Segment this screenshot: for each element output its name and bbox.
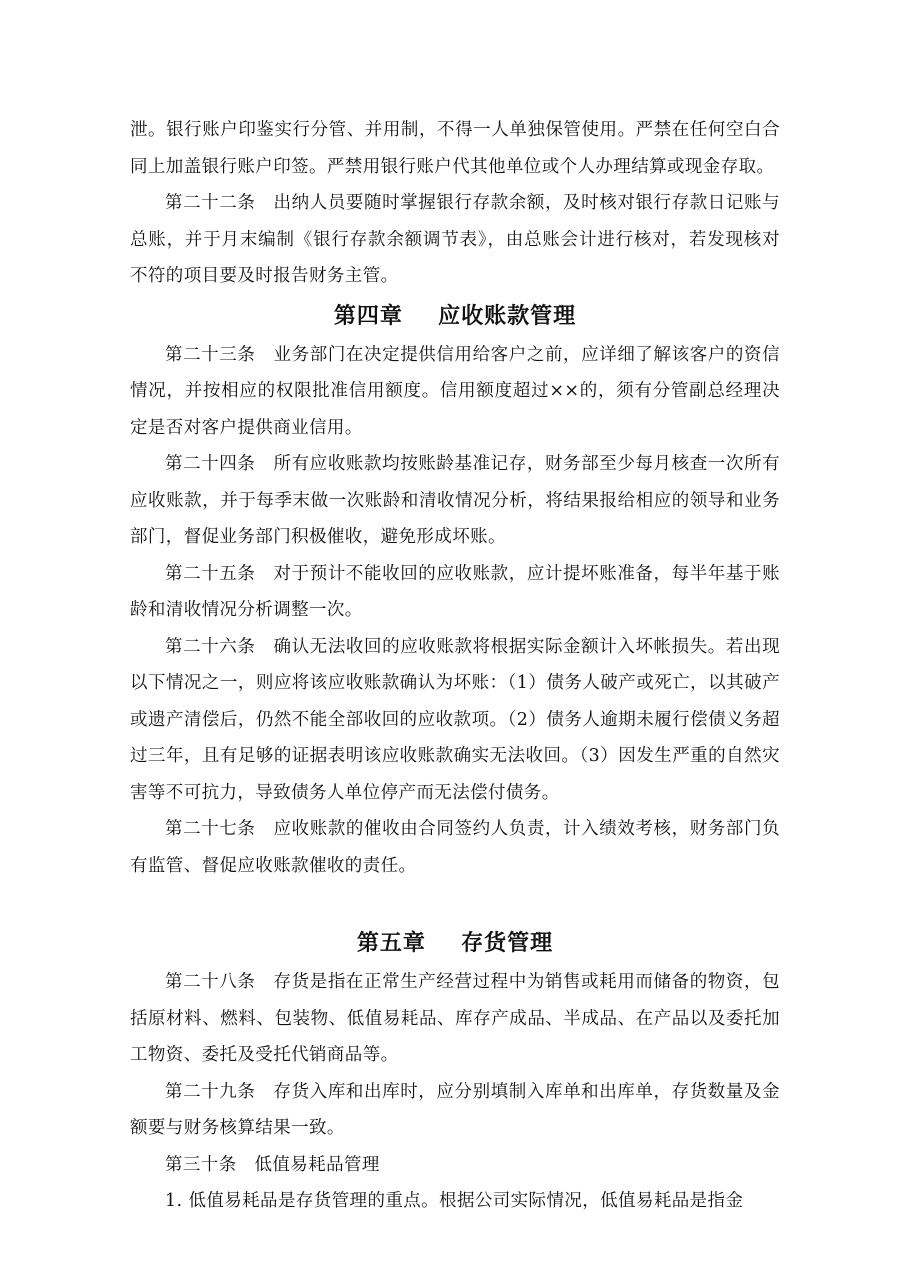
article-27: 第二十七条 应收账款的催收由合同签约人负责，计入绩效考核，财务部门负有监管、督促应收账款催收的责任。 bbox=[130, 819, 780, 876]
article-30-item-1: 1. 低值易耗品是存货管理的重点。根据公司实际情况，低值易耗品是指金 bbox=[165, 1191, 744, 1211]
chapter-4-number: 第四章 bbox=[333, 303, 403, 329]
chapter-5-number: 第五章 bbox=[356, 931, 426, 956]
chapter-5-title: 存货管理 bbox=[461, 931, 554, 956]
chapter-4-heading bbox=[130, 299, 780, 335]
article-26: 第二十六条 确认无法收回的应收账款将根据实际金额计入坏帐损失。若出现以下情况之一，则应将该应收账款确认为坏账：（1）债务人破产或死亡，以其破产或遗产清偿后，仍然不能全部收回的应收款项。（2）债务人逾期未履行偿债义务超过三年，且有足够的证据表明该应收账款确实无法收回。（3）因发生严重的自然灾害等不可抗力，导致债务人单位停产而无法偿付债务。 bbox=[130, 636, 780, 803]
article-25: 第二十五条 对于预计不能收回的应收账款，应计提坏账准备，每半年基于账龄和清收情况分析调整一次。 bbox=[130, 563, 780, 620]
chapter-4-title: 应收账款管理 bbox=[438, 303, 577, 329]
article-30: 第三十条 低值易耗品管理 bbox=[165, 1154, 380, 1175]
chapter-5-heading bbox=[130, 926, 780, 962]
article-29: 第二十九条 存货入库和出库时，应分别填制入库单和出库单，存货数量及金额要与财务核算结果一致。 bbox=[130, 1081, 780, 1138]
chapter-spacer bbox=[130, 884, 780, 922]
article-28: 第二十八条 存货是指在正常生产经营过程中为销售或耗用而储备的物资，包括原材料、燃料、包装物、低值易耗品、库存产成品、半成品、在产品以及委托加工物资、委托及受托代销商品等。 bbox=[130, 972, 780, 1065]
document-page bbox=[130, 112, 780, 1220]
article-22: 第二十二条 出纳人员要随时掌握银行存款余额，及时核对银行存款日记账与总账，并于月末编制《银行存款余额调节表》，由总账会计进行核对，若发现核对不符的项目要及时报告财务主管。 bbox=[130, 193, 780, 286]
article-24: 第二十四条 所有应收账款均按账龄基准记存，财务部至少每月核查一次所有应收账款，并于每季末做一次账龄和清收情况分析，将结果报给相应的领导和业务部门，督促业务部门积极催收，避免形成坏账。 bbox=[130, 454, 780, 547]
article-23: 第二十三条 业务部门在决定提供信用给客户之前，应详细了解该客户的资信情况，并按相应的权限批准信用额度。信用额度超过××的，须有分管副总经理决定是否对客户提供商业信用。 bbox=[130, 344, 780, 438]
paragraph-continuation: 泄。银行账户印鉴实行分管、并用制，不得一人单独保管使用。严禁在任何空白合同上加盖银行账户印签。严禁用银行账户代其他单位或个人办理结算或现金存取。 bbox=[130, 120, 780, 177]
